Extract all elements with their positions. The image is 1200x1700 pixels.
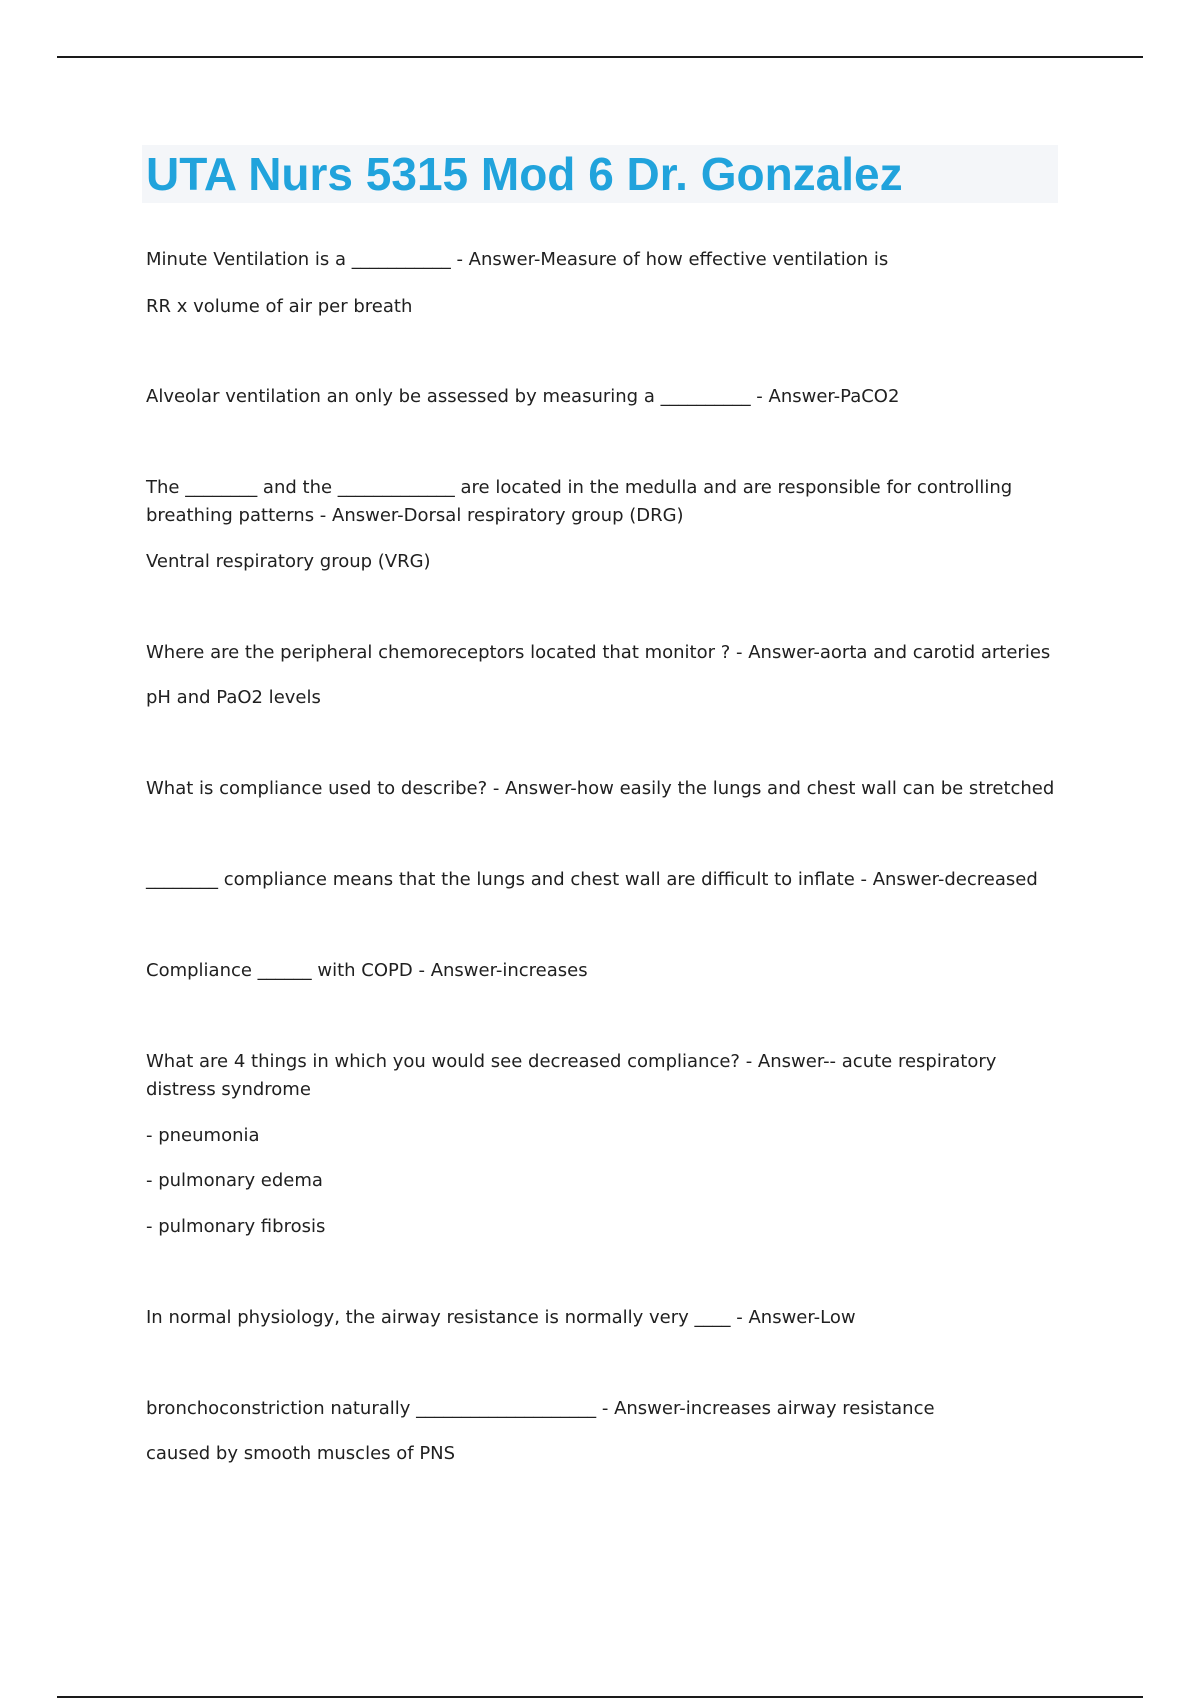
text-line: Ventral respiratory group (VRG)	[146, 551, 431, 572]
text-line: What is compliance used to describe? - Answer-how easily the lungs and chest wall can be stretched	[146, 778, 1055, 799]
text-line: breathing patterns - Answer-Dorsal respiratory group (DRG)	[146, 505, 684, 526]
header-rule	[57, 56, 1143, 58]
document-title: UTA Nurs 5315 Mod 6 Dr. Gonzalez	[146, 148, 903, 200]
text-line: ________ compliance means that the lungs and chest wall are difficult to inflate - Answer-decreased	[146, 869, 1038, 890]
text-line: Minute Ventilation is a ___________ - Answer-Measure of how effective ventilation is	[146, 249, 889, 270]
text-line: bronchoconstriction naturally ____________________ - Answer-increases airway resistance	[146, 1398, 935, 1419]
text-line: - pulmonary edema	[146, 1170, 323, 1191]
text-line: - pneumonia	[146, 1125, 260, 1146]
text-line: distress syndrome	[146, 1079, 311, 1100]
text-line: What are 4 things in which you would see decreased compliance? - Answer-- acute respiratory	[146, 1051, 997, 1072]
text-line: In normal physiology, the airway resistance is normally very ____ - Answer-Low	[146, 1307, 856, 1328]
text-line: RR x volume of air per breath	[146, 296, 413, 317]
text-line: Compliance ______ with COPD - Answer-increases	[146, 960, 588, 981]
text-line: Alveolar ventilation an only be assessed by measuring a __________ - Answer-PaCO2	[146, 386, 900, 407]
text-line: Where are the peripheral chemoreceptors located that monitor ? - Answer-aorta and carotid arteries	[146, 642, 1051, 663]
text-line: pH and PaO2 levels	[146, 687, 321, 708]
text-line: - pulmonary fibrosis	[146, 1216, 326, 1237]
text-line: caused by smooth muscles of PNS	[146, 1443, 456, 1464]
text-line: The ________ and the _____________ are located in the medulla and are responsible for controlling	[146, 477, 1013, 498]
footer-rule	[57, 1696, 1143, 1698]
